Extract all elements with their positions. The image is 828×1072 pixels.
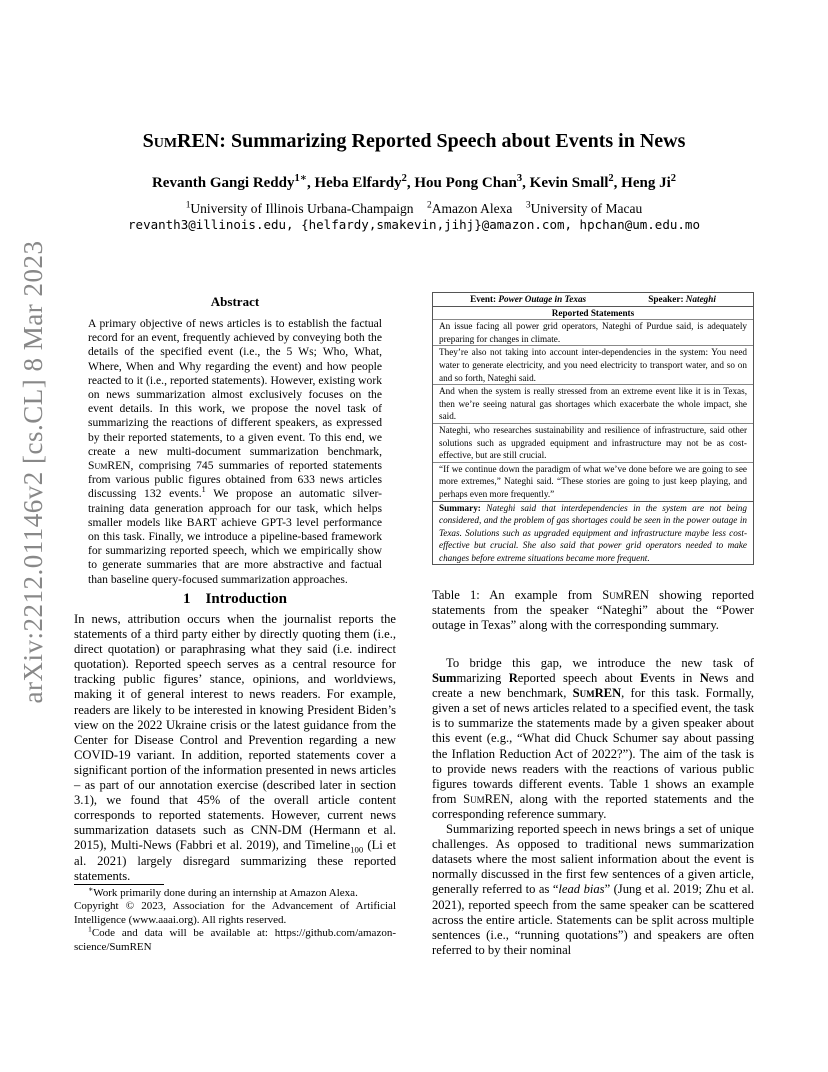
- table-header-row: [433, 293, 753, 306]
- author: Hou Pong Chan: [414, 175, 517, 191]
- footnotes: [74, 884, 396, 954]
- right-column-body: [432, 656, 754, 958]
- footnote: [74, 884, 396, 900]
- abstract-body: [88, 317, 382, 587]
- author-affil-mark: 1∗: [294, 173, 308, 184]
- summary-label: Summary:: [439, 502, 481, 513]
- bold-letter: Sum: [432, 671, 457, 686]
- statement-row: Nateghi, who researches sustainability and resilience of infrastructure, said other solutions such as upgraded equipment and infrastructure may not be as cost-effective, but are still crucial.: [433, 423, 753, 462]
- affil-mark: 1: [185, 200, 191, 211]
- text: , along with the reported statements and the corresponding reference summary.: [432, 791, 754, 821]
- arxiv-stamp: arXiv:2212.01146v2 [cs.CL] 8 Mar 2023: [18, 240, 48, 704]
- abstract-text: We propose an automatic silver-training data generation approach for our task, which helps smaller models like BART achieve GPT-3 level performance on this task. Finally, we introduce a pipeline-based framework for summarizing reported speech, which we empirically show to generate summaries that are more abstractive and factual than baseline query-focused summarization approaches.: [88, 487, 382, 586]
- affil-mark: 2: [427, 200, 432, 211]
- affiliation: Amazon Alexa: [431, 201, 513, 216]
- bold-letter: E: [640, 671, 649, 686]
- bold-letter: N: [699, 671, 709, 686]
- statement-row: “If we continue down the paradigm of what we’ve done before we are going to see more extremes,” Nateghi said. “These stories are going to just keep playing, and perhaps even more frequently.”: [433, 462, 753, 501]
- abstract-text: , comprising 745 summaries of reported statements from various public figures obtained from 633 news articles discussing 132 events.: [88, 459, 382, 501]
- summary-text: Nateghi said that interdependencies in the system are not being considered, and the problem of gas shortages could be seen in the power outage in Texas. Solutions such as upgraded equipment and infrastructure maybe less cost-effective but crucial. She also said that power grid operators needed to make changes before extreme situations became more frequent.: [439, 502, 747, 563]
- paragraph: [432, 822, 754, 958]
- caption-text: showing reported statements from the speaker “Nateghi” about the “Power outage in Texas” along with the corresponding summary.: [432, 588, 754, 633]
- statement-row: And when the system is really stressed from an extreme event like it is in Texas, then we’re seeing natural gas shortages which exacerbate the whole impact, she said.: [433, 384, 753, 423]
- event-label: Event:: [470, 294, 497, 304]
- summary-row: [433, 501, 753, 565]
- author: Revanth Gangi Reddy: [151, 175, 295, 191]
- footnote-mark: ∗: [88, 884, 94, 894]
- footnote-mark: 1: [88, 924, 92, 934]
- text: ews and create a new benchmark,: [432, 671, 754, 701]
- text: vents in: [648, 671, 700, 686]
- reported-statements-header: Reported Statements: [433, 306, 753, 320]
- system-name: SumREN: [88, 459, 131, 473]
- text: To bridge this gap, we introduce the new task of: [446, 656, 754, 670]
- statement-row: An issue facing all power grid operators, Nateghi of Purdue said, is adequately preparing for changes in climate.: [433, 319, 753, 345]
- title-rest: : Summarizing Reported Speech about Events in News: [219, 130, 686, 152]
- paper-title: [0, 130, 828, 153]
- abstract-heading: Abstract: [210, 294, 260, 309]
- statement-row: They’re also not taking into account inter-dependencies in the system: You need water to generate electricity, and you need electricity to transport water, and so on and so forth, Nateghi said.: [433, 345, 753, 384]
- system-name: SumREN: [463, 791, 510, 806]
- section-heading-introduction: 1 Introduction: [183, 591, 287, 607]
- affiliation: University of Macau: [530, 201, 643, 216]
- system-name: SumREN: [572, 686, 622, 701]
- intro-text: In news, attribution occurs when the journalist reports the statements of a third party either by directly quoting them (i.e., direct quotation) or paraphrasing what they said (i.e. indirect quotation). Reported speech serves as a central resource for tracking public figures’ stance, opinions, and worldviews, making it of general interest to news readers. For example, readers are likely to be interested in knowing President Biden’s view on the 2022 Ukraine crisis or the latest guidance from the Center for Disease Control and Prevention regarding a new COVID-19 variant. In addition, reported statements cover a significant portion of the information presented in news articles – as part of our annotation exercise (described later in section 3.1), we found that 45% of the overall article content corresponds to reported statements. However, current news summarization datasets such as CNN-DM (Hermann et al. 2015), Multi-News (Fabbri et al. 2019), and Timeline: [74, 612, 396, 853]
- caption-text: Table 1: An example from: [432, 588, 603, 602]
- footnote-mark: 1: [201, 485, 206, 495]
- footnote-text: Code and data will be available at: https://github.com/amazon-science/SumREN: [74, 927, 396, 953]
- affiliations: [0, 201, 828, 217]
- event-value: Power Outage in Texas: [498, 294, 587, 304]
- author-affil-mark: 2: [670, 173, 677, 184]
- footnote-text: Work primarily done during an internship at Amazon Alexa.: [93, 887, 358, 899]
- text: Summarizing reported speech in news brings a set of unique challenges. As opposed to traditional news summarization datasets where the most salient information about the event is normally discussed in the first few sentences of a given article, generally referred to as “: [432, 822, 754, 897]
- author-list: Revanth Gangi Reddy$^{1∗}$, Heba Elfardy$^2$, Hou Pong Chan$^3$, Kevin Small$^2$, Heng Ji$^2$: [151, 173, 677, 191]
- author-affil-mark: 2: [401, 173, 407, 184]
- affil-mark: 3: [525, 200, 531, 211]
- example-table: [432, 292, 754, 565]
- bold-letter: R: [508, 671, 518, 686]
- text: , for this task. Formally, given a set of news articles related to a specified event, the task is to summarize the statements made by a given speaker about this event (e.g., “What did Chuck Schumer say about passing the Inflation Reduction Act of 2022?”). The aim of the task is to provide news readers with the reactions of various public figures towards different events. Table 1 shows an example from: [432, 686, 754, 806]
- author-affil-mark: 3: [516, 173, 523, 184]
- author: Kevin Small: [529, 175, 609, 191]
- abstract-text: A primary objective of news articles is to establish the factual record for an event, frequently achieved by conveying both the details of the specified event (i.e., the 5 Ws; Who, What, Where, When and Why regarding the event) and how people reacted to it (i.e., reported statements). However, existing work on news summarization almost exclusively focuses on the event details. In this work, we propose the novel task of summarizing the reactions of different speakers, as expressed by their reported statements, to a given event. To this end, we create a new multi-document summarization benchmark,: [88, 317, 382, 458]
- text: ” (Jung et al. 2019; Zhu et al. 2021), reported speech from the same speaker can be scattered across the entire article. Statements can be split across multiple sentences (i.e., “running quotations”) and speakers are often referred to by their nominal: [432, 882, 754, 957]
- italic-term: lead bias: [558, 882, 605, 897]
- text: eported speech about: [517, 671, 641, 686]
- author-emails: revanth3@illinois.edu, {helfardy,smakevin,jihj}@amazon.com, hpchan@um.edu.mo: [128, 217, 700, 232]
- paragraph: [432, 656, 754, 822]
- system-name: SumREN: [602, 588, 649, 602]
- introduction-body: [74, 612, 396, 884]
- speaker-label: Speaker:: [648, 294, 684, 304]
- event-cell: [470, 293, 586, 306]
- copyright-note: Copyright © 2023, Association for the Advancement of Artificial Intelligence (www.aaai.org). All rights reserved.: [74, 900, 396, 926]
- speaker-cell: [648, 293, 716, 306]
- footnote: [74, 924, 396, 954]
- affiliation: University of Illinois Urbana-Champaign: [190, 201, 414, 216]
- subscript: 100: [350, 844, 364, 855]
- speaker-value: Nateghi: [685, 294, 716, 304]
- author-affil-mark: 2: [608, 173, 614, 184]
- author: Heba Elfardy: [314, 175, 402, 191]
- author: Heng Ji: [621, 175, 671, 191]
- text: marizing: [456, 671, 509, 686]
- title-system-name: SumREN: [142, 130, 220, 152]
- table-caption: [432, 588, 754, 634]
- intro-text: (Li et al. 2021) largely disregard summarizing these reported statements.: [74, 838, 396, 883]
